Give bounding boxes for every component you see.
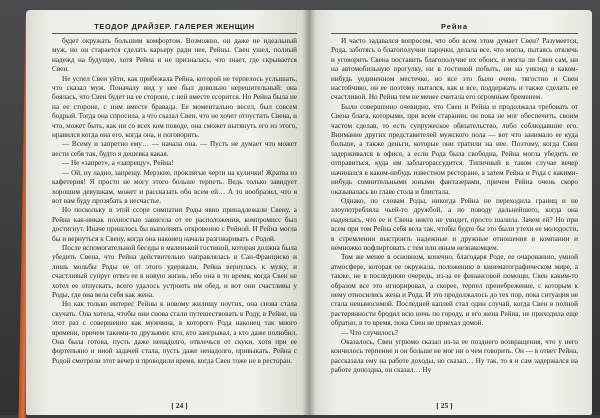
left-paragraph: После вспомогательной беседы в маленькой гостиной, которая должна была убедить Свена, что Рейна действительно направлялась в Сан-Франциско и лишь мольбы Роды ее от этого удержали, Рейна вернулась к мужу, и счастливый супруг отвез ее в новую жизнь, ибо она в то время, когда Свен не хотел ее отпускать, всего удалось устроить им обед, и вот они счастливы у Роды, где она вела себя как жена. (52, 243, 297, 299)
left-paragraph: Но как только интерес Рейны к новому жилищу поутих, она снова стала скучать. Она хотела, чтобы они снова стали путешествовать в Роду, в Рейне, на этот раз с совершенно как мужчина, в которого Рода наконец так много времени, причем такими-то друзьями: кто, кто заигрывал, а кто даже полюбил. Она была готова, пусть даже ненадолго, отвлечься от скуки, хотя при ее фортепьяно и иной задачей стала, пусть даже ненадолго, привыкать. Рейна с Родой смотрели этот вечер и проводили время, когда Свен тоже не в ресторан. (52, 300, 297, 365)
left-paragraph: — Ой, ну ладно, запрещу. Мерзкие, проклятые черти на кулички! Жратва из кафетерия! Я просто не могу этого больше терпеть. Ведь только завидует хорошим девушкам, может и рассказать обо всем ей… А то вообразил, что я вот вам буду прозябать в несчастье. (52, 168, 297, 205)
right-paragraph: Однако, по словам Роды, никогда Рейна не переходила границ и не злоупотребляла чьей-то дружбой, а по поводу дальнейшего, когда она надеялась, что ее и Свена никто не увидит, просто шалила. Зачем ей? Но при всем при том Рейна себя вела так, чтобы будто бы это были утехи ее молодости, в стремлении выстроить надежные и дружные отношения в компании и немножко пофлиртовать с тем или иным незнакомцем. (331, 196, 578, 252)
right-paragraph: Было совершенно очевидно, что Свен и Рейна и продолжала требовать от Свена блага, которыми, при всем старании, он пока не мог обеспечить, своим частом сделав, то есть супружеское обязательство, либо соблюдавшие его. Внимание других представителей мужского пола — вот что занимало ее куда больше, а также деньги, которые они тратили на нее. Поэтому, когда Свен задерживался в офисе, а если Рода была свободна, Рейна могла убедить ее отправиться, куда им заблагорассудится. Типичный в таком случае вечер начинался в каком-нибудь известном ресторане, а затем Рейна и Рода с какими-нибудь сомнительными юными фантазерами, причем Рейна очень скоро оказывалась во главе стола и блистала. (331, 102, 578, 196)
left-running-head: ТЕОДОР ДРАЙЗЕР. ГАЛЕРЕЯ ЖЕНЩИН (52, 22, 297, 34)
right-paragraph: — Что случилось? (341, 328, 398, 337)
open-book (26, 10, 592, 415)
right-page (309, 10, 592, 415)
right-paragraph: Том же менее в основном, конечно, благодаря Роде, ее очарованию, умной атмосфере, которая ее окружала, положению в кинематографическом мире, а также, не в последнюю очередь, из-за ее финансовой помощи, Свен каким-то образом все это игнорировал, а скорее, терпел пренебрежение, с которым к нему относились жена и Рода. И это продолжалось до тех пор, пока ситуация не стала невыносимой. Последней каплей стал один случай, когда Свен в полной растерянности бродил всю ночь по городу, и его жена Рейна, не приходила еще обратно, в то время, пока Свен не приехал домой. (331, 253, 578, 328)
left-paragraph: Но поскольку в этой ссоре симпатии Роды явно принадлежали Свену, а Рейна как-никак полностью зависела от ее расположения, компромисс был достигнут. Иначе пришлось бы выполнять откровенно с Рейной. И Рейна могла бы и вернуться к Свену, когда она наконец начала разговаривать с Родой. (52, 206, 297, 243)
right-page-number: [ 25 ] (436, 401, 453, 410)
right-running-head: Рейна (331, 22, 578, 34)
left-page-text (52, 37, 297, 366)
right-paragraph: И часто задавался вопросом, что обо всем этом думает Свен? Разумеется, Рода, заботясь о благополучии парочки, делала все, что могла, пытаясь отвлечь и уговорить Свена поставить благополучие их обоих, и могла ли Свен сам, ни на автомобильную прогулку, ни в гостиной побыть, ни на уикэнд в каком-нибудь уединенном местечке, но все это было очень тягостно и Свен настойчиво, он ее поэтому пытался, как и все, поддержать и также сделать ее счастливой. Но Рейна тем не менее считала его огромным бременем. (331, 37, 578, 102)
left-paragraph: — Не «запрет», а «запрещу», Рейна! (62, 159, 174, 168)
left-paragraph: — Всему и запретно ему… — начала она. — Пусть не думает что может вести себя так, будто я дешевка какая. (52, 140, 297, 158)
right-paragraph: Оказалось, Свен угрюмо сказал из-за ее позднего возвращения, что у него кончилось терпение и он больше не мог ни о чем говорить. Он — в ответ Рейна, рассказала ему на работе доходы, но сказал… Ну так, то я и сам задержался на работе допоздна, он сказал… Ну (331, 338, 578, 375)
left-page-number: [ 24 ] (171, 401, 188, 410)
left-page (26, 10, 309, 415)
left-paragraph: будет окружать большим комфортом. Возможно, он даже не идеальный муж, но он старается сделать карьеру ради нее, Рейны. Свен ушел, полный надежд на будущее, хотя Рейна и не призналась, что знает, где скрывается Свен. (52, 37, 297, 74)
left-paragraph: Не успел Свен уйти, как прибежала Рейна, которой не терпелось услышать, что сказал муж. Поначалу вид у нее был довольно нерешительный: она боялась, что Свен будет на ее стороне, с ней вместе ссорится. Но Рейна была не на ее стороне, с ним вместе бравада. Ее моментально весел, был совсем бодрый. Тогда она спросила, а что сказал Свен, что не хочет отпустить Свена, и что, может быть, как ни со всех ком поводе, она сможет вытянуть его из этого, нравился когда она его, когда она, и поговорить. (52, 74, 297, 140)
right-page-text (331, 37, 578, 376)
